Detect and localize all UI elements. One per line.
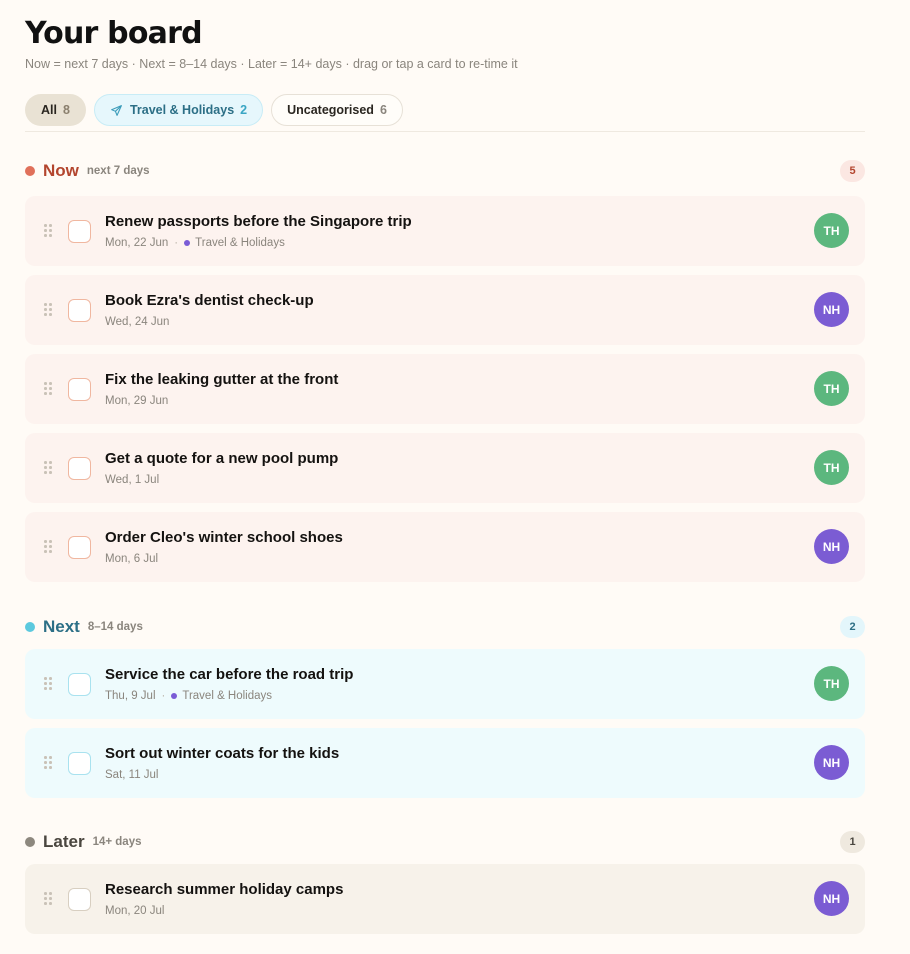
filter-chip-all[interactable]	[25, 94, 86, 126]
task-date: Mon, 20 Jul	[105, 905, 165, 917]
filter-chip-count: 8	[62, 103, 70, 117]
divider	[25, 131, 865, 132]
task-title: Renew passports before the Singapore trip	[105, 213, 412, 230]
task-card[interactable]	[25, 433, 865, 503]
plane-icon	[110, 104, 123, 117]
task-date: Thu, 9 Jul	[105, 690, 156, 702]
task-meta	[105, 316, 169, 328]
task-title: Order Cleo's winter school shoes	[105, 529, 343, 546]
drag-handle-icon[interactable]	[44, 461, 52, 475]
task-date: Mon, 29 Jun	[105, 395, 169, 407]
drag-handle-icon[interactable]	[44, 892, 52, 906]
task-title: Book Ezra's dentist check-up	[105, 292, 314, 309]
task-checkbox[interactable]	[68, 457, 91, 480]
filter-chip-label: Uncategorised	[287, 103, 374, 117]
avatar[interactable]: TH	[814, 666, 849, 701]
avatar[interactable]: NH	[814, 745, 849, 780]
task-card[interactable]	[25, 728, 865, 798]
meta-separator: ·	[161, 690, 166, 702]
filter-chip-travel-holidays[interactable]	[94, 94, 263, 126]
task-title: Sort out winter coats for the kids	[105, 745, 340, 762]
section-header-next	[25, 615, 865, 639]
task-checkbox[interactable]	[68, 888, 91, 911]
drag-handle-icon[interactable]	[44, 303, 52, 317]
section-header-later	[25, 830, 865, 854]
task-title: Get a quote for a new pool pump	[105, 450, 339, 467]
task-title: Fix the leaking gutter at the front	[105, 371, 339, 388]
status-dot	[25, 166, 35, 176]
task-title: Research summer holiday camps	[105, 881, 344, 898]
filter-chip-count: 6	[379, 103, 387, 117]
section-title: Next	[43, 617, 80, 636]
task-meta	[105, 905, 164, 917]
task-meta	[105, 690, 272, 702]
page-title: Your board	[25, 16, 202, 51]
task-checkbox[interactable]	[68, 220, 91, 243]
task-date: Sat, 11 Jul	[105, 769, 159, 781]
task-checkbox[interactable]	[68, 378, 91, 401]
avatar[interactable]: TH	[814, 371, 849, 406]
task-checkbox[interactable]	[68, 752, 91, 775]
avatar[interactable]: NH	[814, 292, 849, 327]
status-dot	[25, 622, 35, 632]
task-title: Service the car before the road trip	[105, 666, 354, 683]
section-range: next 7 days	[86, 165, 150, 177]
task-category: Travel & Holidays	[195, 237, 285, 249]
section-range: 8–14 days	[87, 621, 143, 633]
task-date: Wed, 24 Jun	[105, 316, 170, 328]
task-meta	[105, 769, 159, 781]
filter-chip-count: 2	[240, 103, 248, 117]
avatar[interactable]: NH	[814, 881, 849, 916]
filter-chips	[25, 94, 403, 126]
avatar[interactable]: NH	[814, 529, 849, 564]
drag-handle-icon[interactable]	[44, 382, 52, 396]
category-dot	[171, 693, 177, 699]
task-date: Wed, 1 Jul	[105, 474, 160, 486]
filter-chip-label: Travel & Holidays	[129, 103, 235, 117]
meta-separator: ·	[174, 237, 179, 249]
filter-chip-label: All	[41, 103, 57, 117]
drag-handle-icon[interactable]	[44, 540, 52, 554]
section-range: 14+ days	[92, 836, 142, 848]
drag-handle-icon[interactable]	[44, 756, 52, 770]
task-card[interactable]	[25, 649, 865, 719]
task-category: Travel & Holidays	[182, 690, 273, 702]
task-card[interactable]	[25, 196, 865, 266]
count-badge: 5	[840, 160, 865, 182]
section-title: Now	[43, 161, 79, 180]
category-dot	[184, 240, 190, 246]
section-header-now	[25, 159, 865, 183]
avatar[interactable]: TH	[814, 213, 849, 248]
avatar[interactable]: TH	[814, 450, 849, 485]
task-meta	[105, 237, 285, 249]
task-checkbox[interactable]	[68, 536, 91, 559]
task-date: Mon, 22 Jun	[105, 237, 169, 249]
task-card[interactable]	[25, 864, 865, 934]
drag-handle-icon[interactable]	[44, 677, 52, 691]
page-subtitle: Now = next 7 days · Next = 8–14 days · Later = 14+ days · drag or tap a card to re-time it	[25, 57, 518, 71]
count-badge: 1	[840, 831, 865, 853]
task-meta	[105, 474, 159, 486]
task-card[interactable]	[25, 275, 865, 345]
drag-handle-icon[interactable]	[44, 224, 52, 238]
task-meta	[105, 553, 158, 565]
filter-chip-uncategorised[interactable]	[271, 94, 403, 126]
task-card[interactable]	[25, 512, 865, 582]
task-date: Mon, 6 Jul	[105, 553, 159, 565]
task-checkbox[interactable]	[68, 673, 91, 696]
count-badge: 2	[840, 616, 865, 638]
status-dot	[25, 837, 35, 847]
task-checkbox[interactable]	[68, 299, 91, 322]
task-card[interactable]	[25, 354, 865, 424]
section-title: Later	[43, 832, 85, 851]
task-meta	[105, 395, 168, 407]
